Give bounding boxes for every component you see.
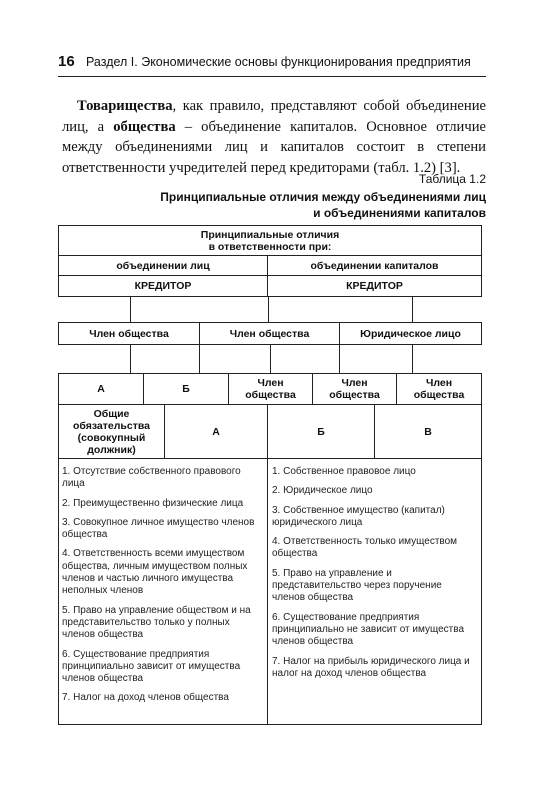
table-title-line-2: и объединениями капиталов [313,206,486,220]
connector [412,345,413,373]
list-item: 1. Собственное правовое лицо [272,466,416,477]
right-list [272,466,477,687]
left-list [62,466,260,712]
legal-entity-cell: Юридическое лицо [360,327,461,340]
page-number: 16 [58,53,75,70]
rule [481,373,482,405]
list-item: 6. Существование предприятия принципиально зависит от имущества членов общества [62,648,241,685]
row-a-cell: А [97,383,105,395]
list-item: 5. Право на управление обществом и на представительство только у полных членов общества [62,604,251,641]
label-b-cell: Б [317,425,325,438]
list-item: 2. Юридическое лицо [272,485,373,497]
connector [130,297,131,322]
running-head-title: Раздел I. Экономические основы функционирования предприятия [86,55,471,69]
top-header-cell [59,226,481,255]
col-capitals-cell: объединении капиталов [310,259,439,272]
list-item: 4. Ответственность только имуществом общества [272,536,458,560]
table-title-line-1: Принципиальные отличия между объединениями лиц [160,190,486,204]
col-persons-cell: объединении лиц [116,259,210,272]
rule [481,322,482,345]
list-item: 5. Право на управление и представительство через поручение членов общества [272,567,442,604]
list-item: 3. Совокупное личное имущество членов общества [62,516,255,541]
row-member-cell-3: Член общества [413,377,465,401]
connector [199,345,200,373]
connector [270,345,271,373]
label-a-cell: А [212,425,220,438]
list-item: 1. Отсутствие собственного правового лица [62,466,241,490]
member-cell-1: Член общества [89,327,169,340]
term-companies: общества [113,118,176,135]
list-item: 7. Налог на прибыль юридического лица и налог на доход членов общества [272,655,470,679]
list-item: 3. Собственное имущество (капитал) юридического лица [272,504,445,528]
common-obligations-cell: Общие обязательства (совокупный должник) [72,407,151,456]
list-item: 7. Налог на доход членов общества [62,692,229,704]
list-item: 6. Существование предприятия принципиально не зависит от имущества членов общества [272,611,465,648]
connector [412,297,413,322]
list-item: 2. Преимущественно физические лица [62,497,244,509]
member-cell-2: Член общества [229,327,310,340]
creditor-left-cell: КРЕДИТОР [134,280,192,292]
creditor-right-cell: КРЕДИТОР [346,280,403,292]
row-b-cell: Б [182,383,190,395]
table-number: Таблица 1.2 [418,172,486,186]
rule [481,225,482,297]
rule [58,724,482,725]
rule [58,458,482,459]
rule [481,405,482,725]
row-member-cell-2: Член общества [329,377,380,401]
paragraph-text-1: , как правило, представляют собой объединение лиц, а [62,98,486,135]
rule [58,296,482,297]
row-member-cell-1: Член общества [245,377,296,401]
list-item: 4. Ответственность всеми имуществом общества, личным имуществом полных членов и частью личного имущества неполных членов [62,548,248,597]
term-partnerships: Товарищества [77,98,173,114]
paragraph-text-2: – объединение капиталов. Основное отличие между объединениями лиц и капиталов состоит в степени ответственности учредителей перед кредиторами (табл. 1.2) [3]. [62,118,486,176]
top-header-line-1: Принципиальные отличия [200,228,340,241]
top-header-line-2: в ответственности при: [208,240,332,253]
connector [339,345,340,373]
connector [268,297,269,322]
label-v-cell: В [424,425,432,438]
connector [130,345,131,373]
